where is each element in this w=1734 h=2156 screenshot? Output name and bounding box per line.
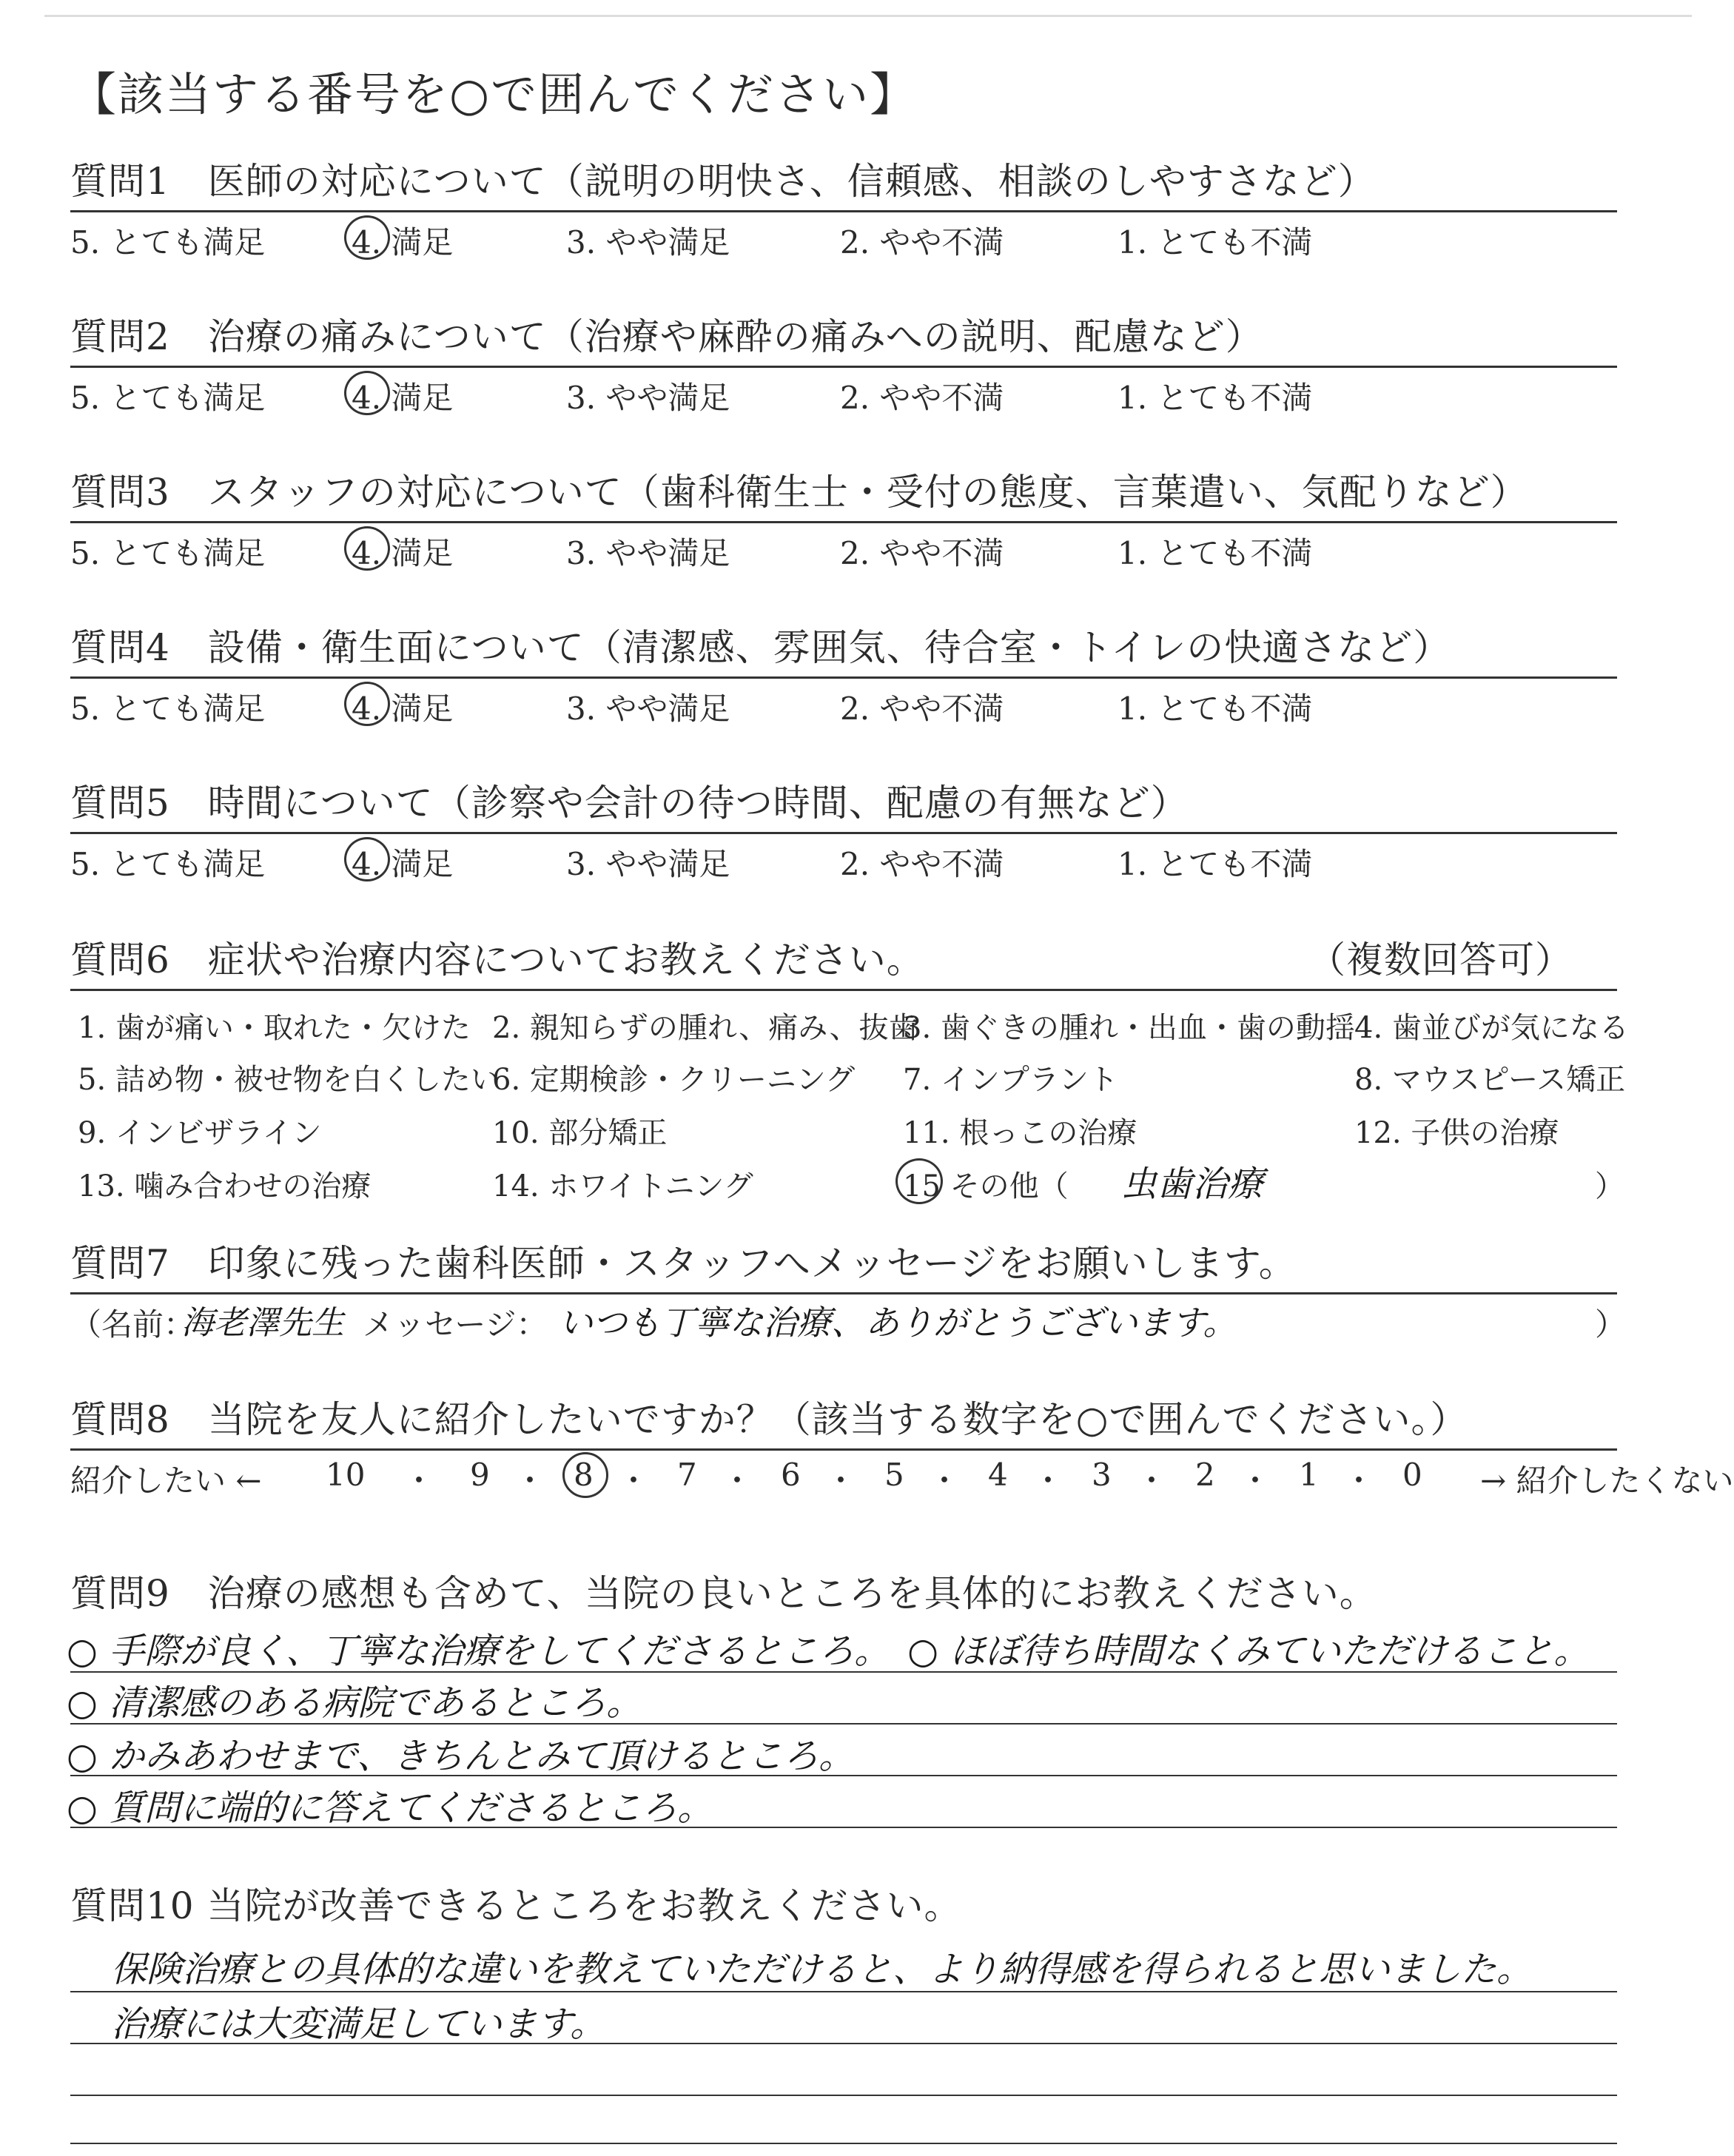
option-5[interactable]: 5. とても満足 <box>70 846 266 882</box>
top-border <box>44 15 1692 17</box>
option-2[interactable]: 2. やや不満 <box>840 535 1004 571</box>
option-3[interactable]: 3. やや満足 <box>566 846 730 882</box>
question-title: 質問9 治療の感想も含めて、当院の良いところを具体的にお教えください。 <box>70 1572 1377 1615</box>
ruled-line <box>70 1671 1617 1673</box>
treatment-option[interactable]: 13. 噛み合わせの治療 <box>78 1169 372 1203</box>
treatment-option[interactable]: 4. 歯並びが気になる <box>1354 1011 1629 1045</box>
name-label: （名前： <box>70 1306 195 1343</box>
separator-dot: ・ <box>403 1462 435 1499</box>
separator-dot: ・ <box>722 1462 753 1499</box>
answer-line-2: ○ 清潔感のある病院であるところ。 <box>67 1682 642 1724</box>
option-3[interactable]: 3. やや満足 <box>566 224 730 261</box>
option-4[interactable]: 4. 満足 <box>352 691 454 727</box>
ruled-line <box>70 1827 1617 1828</box>
option-4[interactable]: 4. 満足 <box>352 846 454 882</box>
treatment-option[interactable]: 3. 歯ぐきの腫れ・出血・歯の動揺 <box>903 1011 1355 1045</box>
other-text-handwritten: 虫歯治療 <box>1121 1163 1264 1205</box>
treatment-option[interactable]: 15 その他（ <box>903 1169 1069 1203</box>
improvement-line-2: 治療には大変満足しています。 <box>111 2004 606 2045</box>
message-row <box>70 1294 1627 1343</box>
scale-6[interactable]: 6 <box>781 1457 801 1493</box>
option-1[interactable]: 1. とても不満 <box>1118 535 1313 571</box>
scale-9[interactable]: 9 <box>470 1457 490 1493</box>
treatment-option[interactable]: 10. 部分矯正 <box>492 1116 668 1150</box>
form-header: 【該当する番号を○で囲んでください】 <box>70 67 918 121</box>
message-value: いつも丁寧な治療、ありがとうございます。 <box>559 1303 1237 1343</box>
close-paren: ） <box>1595 1169 1624 1203</box>
rating-options <box>70 368 1617 414</box>
answer-line-1: ○ 手際が良く、丁寧な治療をしてくださるところ。 ○ ほぼ待ち時間なくみていただけること。 <box>67 1631 1590 1672</box>
question-title: 質問1 医師の対応について（説明の明快さ、信頼感、相談のしやすさなど） <box>70 160 1376 203</box>
option-2[interactable]: 2. やや不満 <box>840 380 1004 416</box>
option-2[interactable]: 2. やや不満 <box>840 224 1004 261</box>
option-4[interactable]: 4. 満足 <box>352 224 454 261</box>
scale-right-label: → 紹介したくない <box>1480 1462 1734 1499</box>
question-3 <box>70 466 1617 569</box>
question-8 <box>70 1394 1734 1499</box>
selection-circle <box>895 1158 943 1204</box>
ruled-line <box>70 1723 1617 1725</box>
ruled-line <box>70 1991 1617 1992</box>
recommend-scale <box>70 1451 1734 1499</box>
answer-line-4: ○ 質問に端的に答えてくださるところ。 <box>67 1787 713 1829</box>
scale-10[interactable]: 10 <box>326 1457 366 1493</box>
treatment-option[interactable]: 7. インプラント <box>903 1063 1118 1097</box>
treatment-option[interactable]: 9. インビザライン <box>78 1116 322 1150</box>
question-2 <box>70 311 1617 414</box>
question-10 <box>70 1880 1617 1932</box>
option-1[interactable]: 1. とても不満 <box>1118 846 1313 882</box>
separator-dot: ・ <box>514 1462 546 1499</box>
option-3[interactable]: 3. やや満足 <box>566 380 730 416</box>
question-title: 質問8 当院を友人に紹介したいですか？（該当する数字を○で囲んでください。） <box>70 1398 1468 1441</box>
scale-1[interactable]: 1 <box>1299 1457 1319 1493</box>
separator-dot: ・ <box>1240 1462 1271 1499</box>
option-3[interactable]: 3. やや満足 <box>566 691 730 727</box>
option-4[interactable]: 4. 満足 <box>352 535 454 571</box>
treatment-option[interactable]: 6. 定期検診・クリーニング <box>492 1063 856 1097</box>
scale-5[interactable]: 5 <box>884 1457 904 1493</box>
rating-options <box>70 834 1617 880</box>
multiple-answers-note: （複数回答可） <box>1308 938 1573 981</box>
option-4[interactable]: 4. 満足 <box>352 380 454 416</box>
treatment-option[interactable]: 5. 詰め物・被せ物を白くしたい <box>78 1063 500 1097</box>
question-title: 質問10 当院が改善できるところをお教えください。 <box>70 1884 962 1927</box>
option-2[interactable]: 2. やや不満 <box>840 691 1004 727</box>
question-4 <box>70 622 1617 725</box>
ruled-line <box>70 2095 1617 2096</box>
selection-circle <box>344 526 390 571</box>
separator-dot: ・ <box>929 1462 961 1499</box>
question-title: 質問4 設備・衛生面について（清潔感、雰囲気、待合室・トイレの快適さなど） <box>70 626 1451 669</box>
option-1[interactable]: 1. とても不満 <box>1118 691 1313 727</box>
treatment-option[interactable]: 12. 子供の治療 <box>1354 1116 1559 1150</box>
scale-2[interactable]: 2 <box>1195 1457 1215 1493</box>
treatment-option[interactable]: 14. ホワイトニング <box>492 1169 753 1203</box>
question-6 <box>70 934 1629 1213</box>
question-title: 質問7 印象に残った歯科医師・スタッフへメッセージをお願いします。 <box>70 1242 1297 1285</box>
treatment-options <box>70 991 1629 1213</box>
option-5[interactable]: 5. とても満足 <box>70 224 266 261</box>
scale-left-label: 紹介したい ← <box>70 1462 262 1499</box>
message-label: メッセージ： <box>363 1306 548 1343</box>
selection-circle <box>344 215 390 260</box>
option-1[interactable]: 1. とても不満 <box>1118 224 1313 261</box>
question-1 <box>70 155 1617 261</box>
scale-8[interactable]: 8 <box>574 1457 594 1493</box>
question-5 <box>70 777 1617 880</box>
question-6-title: 質問6 症状や治療内容についてお教えください。 <box>70 938 924 981</box>
selection-circle <box>344 682 390 726</box>
selection-circle <box>344 371 390 415</box>
close-paren: ） <box>1595 1306 1627 1343</box>
rating-options <box>70 212 1617 261</box>
treatment-option[interactable]: 8. マウスピース矯正 <box>1354 1063 1626 1097</box>
scale-3[interactable]: 3 <box>1092 1457 1112 1493</box>
question-title <box>70 934 1617 986</box>
question-9 <box>70 1568 1617 1619</box>
option-2[interactable]: 2. やや不満 <box>840 846 1004 882</box>
answer-line-3: ○ かみあわせまで、きちんとみて頂けるところ。 <box>67 1736 855 1777</box>
option-5[interactable]: 5. とても満足 <box>70 535 266 571</box>
rating-options <box>70 523 1617 569</box>
selection-circle <box>344 837 390 881</box>
option-3[interactable]: 3. やや満足 <box>566 535 730 571</box>
name-value: 海老澤先生 <box>181 1304 344 1342</box>
ruled-line <box>70 2143 1617 2144</box>
question-title: 質問5 時間について（診察や会計の待つ時間、配慮の有無など） <box>70 782 1189 825</box>
separator-dot: ・ <box>1343 1462 1375 1499</box>
option-5[interactable]: 5. とても満足 <box>70 380 266 416</box>
separator-dot: ・ <box>825 1462 857 1499</box>
separator-dot: ・ <box>618 1462 650 1499</box>
improvement-line-1: 保険治療との具体的な違いを教えていただけると、より納得感を得られると思いました。 <box>111 1949 1533 1990</box>
separator-dot: ・ <box>1032 1462 1064 1499</box>
ruled-line <box>70 1775 1617 1776</box>
option-5[interactable]: 5. とても満足 <box>70 691 266 727</box>
scale-7[interactable]: 7 <box>677 1457 697 1493</box>
scale-4[interactable]: 4 <box>988 1457 1008 1493</box>
question-title: 質問3 スタッフの対応について（歯科衛生士・受付の態度、言葉遣い、気配りなど） <box>70 471 1528 514</box>
question-title: 質問2 治療の痛みについて（治療や麻酔の痛みへの説明、配慮など） <box>70 315 1263 358</box>
question-7 <box>70 1237 1627 1343</box>
treatment-option[interactable]: 11. 根っこの治療 <box>903 1116 1137 1150</box>
separator-dot: ・ <box>1136 1462 1168 1499</box>
scale-0[interactable]: 0 <box>1402 1457 1422 1493</box>
selection-circle <box>562 1452 608 1498</box>
ruled-line <box>70 2043 1617 2044</box>
treatment-option[interactable]: 1. 歯が痛い・取れた・欠けた <box>78 1011 471 1045</box>
option-1[interactable]: 1. とても不満 <box>1118 380 1313 416</box>
rating-options <box>70 679 1617 725</box>
treatment-option[interactable]: 2. 親知らずの腫れ、痛み、抜歯 <box>492 1011 918 1045</box>
